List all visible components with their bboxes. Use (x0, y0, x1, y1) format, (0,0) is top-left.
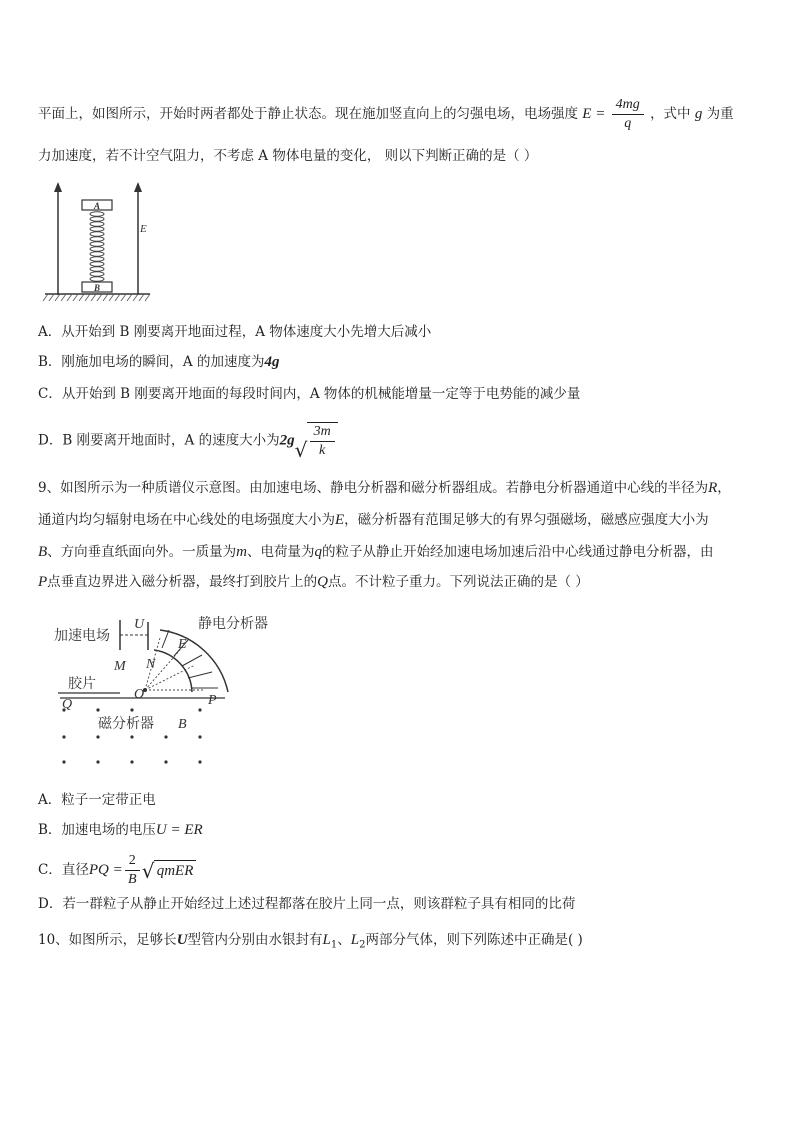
q9-option-c-text: C．直径 (38, 862, 89, 878)
label-n: N (146, 657, 156, 672)
q8-option-b (38, 352, 279, 372)
fraction-denominator: q (624, 116, 632, 131)
q10-l1-symbol: L (322, 932, 331, 948)
mass-spectrometer-figure (50, 610, 300, 770)
q9-option-c-lhs: PQ = (88, 862, 123, 878)
q9-c-numerator: 2 (125, 852, 140, 871)
intro-text-a: 平面上，如图所示，开始时两者都处于静止状态。现在施加竖直向上的匀强电场，电场强度 (38, 106, 578, 122)
q9-e-symbol: E (335, 512, 345, 528)
q9-c-denominator: B (127, 872, 137, 887)
q10-l2-symbol: L (350, 932, 360, 948)
q9-b-symbol: B (38, 544, 48, 560)
q10-line (38, 930, 583, 956)
q10-sep: 、 (337, 932, 351, 948)
q9-r-symbol: R (708, 480, 718, 496)
q9-line-4-text-b: 点。不计粒子重力。下列说法正确的是（ ） (328, 574, 589, 590)
q9-option-d: D．若一群粒子从静止开始经过上述过程都落在胶片上同一点，则该群粒子具有相同的比荷 (38, 896, 576, 912)
q8-option-b-value: 4g (264, 354, 280, 370)
label-magnetic: 磁分析器 (98, 716, 154, 732)
q9-option-a: A．粒子一定带正电 (38, 792, 156, 808)
label-p: P (208, 693, 217, 708)
label-m: M (114, 659, 126, 674)
q9-line-2-text: 通道内均匀辐射电场在中心线处的电场强度大小为 (38, 512, 335, 528)
q10-l2-sub: 2 (359, 939, 366, 951)
q9-line-2-end: ，磁分析器有范围足够大的有界匀强磁场，磁感应强度大小为 (344, 512, 709, 528)
q9-line-4 (38, 572, 589, 592)
q8-option-c: C．从开始到 B 刚要离开地面的每段时间内，A 物体的机械能增量一定等于电势能的减少量 (38, 386, 581, 402)
intro-g-symbol: g (694, 106, 703, 122)
q10-u-symbol: U (176, 932, 188, 948)
intro-e-symbol: E = (582, 106, 606, 122)
q8-option-d-text: D．B 刚要离开地面时，A 的速度大小为 (38, 432, 280, 449)
spring (90, 212, 104, 281)
q8-option-b-text: B．刚施加电场的瞬间，A 的加速度为 (38, 354, 265, 370)
q8-option-d-coef: 2g (279, 432, 295, 449)
q8-option-d-sqrt: √ $\frac{3m}{k}$ (295, 422, 338, 460)
q9-line-1 (38, 478, 731, 498)
q9-line-4-text-a: 点垂直边界进入磁分析器，最终打到胶片上的 (47, 574, 318, 590)
fraction-numerator: 4mg (612, 96, 644, 115)
q9-m-symbol: m (236, 544, 248, 560)
q9-option-c-sqrt: √ qmER (142, 860, 197, 881)
q9-line-2 (38, 510, 709, 530)
field-e-label: E (140, 223, 147, 235)
q9-q-symbol: q (314, 544, 323, 560)
block-b-label: B (93, 283, 101, 293)
spring-figure (40, 180, 170, 310)
q8-option-d (38, 422, 338, 460)
label-film: 胶片 (68, 676, 96, 692)
label-electrostatic: 静电分析器 (198, 616, 268, 632)
label-o: O (134, 687, 145, 702)
block-a-label: A (93, 201, 101, 211)
intro-text-c: 为重 (706, 106, 734, 122)
q8-option-a: A．从开始到 B 刚要离开地面过程，A 物体速度大小先增大后减小 (38, 324, 432, 340)
q9-qpoint-symbol: Q (317, 574, 329, 590)
q9-line-1-text: 9、如图所示为一种质谱仪示意图。由加速电场、静电分析器和磁分析器组成。若静电分析器通道中心线的半径为 (38, 480, 709, 496)
label-accel-field: 加速电场 (54, 628, 110, 644)
label-q: Q (62, 697, 73, 712)
q9-p-symbol: P (38, 574, 48, 590)
sqrt-numerator: 3m (310, 423, 335, 442)
q9-line-3 (38, 542, 714, 562)
q9-line-3-text-c: 的粒子从静止开始经加速电场加速后沿中心线通过静电分析器，由 (322, 544, 714, 560)
sqrt-denominator: k (319, 443, 326, 458)
q10-text-c: 两部分气体，则下列陈述中正确是( ) (365, 932, 583, 948)
q10-text-b: 型管内分别由水银封有 (187, 932, 323, 948)
label-e: E (178, 637, 187, 652)
q10-text-a: 10、如图所示，足够长 (38, 932, 177, 948)
intro-line-1 (38, 96, 734, 133)
q9-option-c-fraction (125, 852, 140, 889)
q9-line-3-text-b: 、电荷量为 (247, 544, 315, 560)
intro-text-b: ，式中 (650, 106, 691, 122)
label-b: B (178, 717, 187, 732)
q9-option-b-text: B．加速电场的电压 (38, 822, 156, 838)
q9-c-radicand: qmER (154, 860, 197, 881)
q9-option-c (38, 852, 196, 889)
label-u: U (134, 617, 145, 632)
field-fraction (612, 96, 644, 133)
q9-line-3-text-a: 、方向垂直纸面向外。一质量为 (47, 544, 237, 560)
q9-line-1-end: ， (717, 480, 731, 496)
q9-option-b-formula: U = ER (155, 822, 203, 838)
intro-line-2: 力加速度，若不计空气阻力，不考虑 A 物体电量的变化， 则以下判断正确的是（ ） (38, 148, 538, 164)
q10-l1-sub: 1 (330, 939, 338, 951)
q9-option-b (38, 820, 203, 840)
